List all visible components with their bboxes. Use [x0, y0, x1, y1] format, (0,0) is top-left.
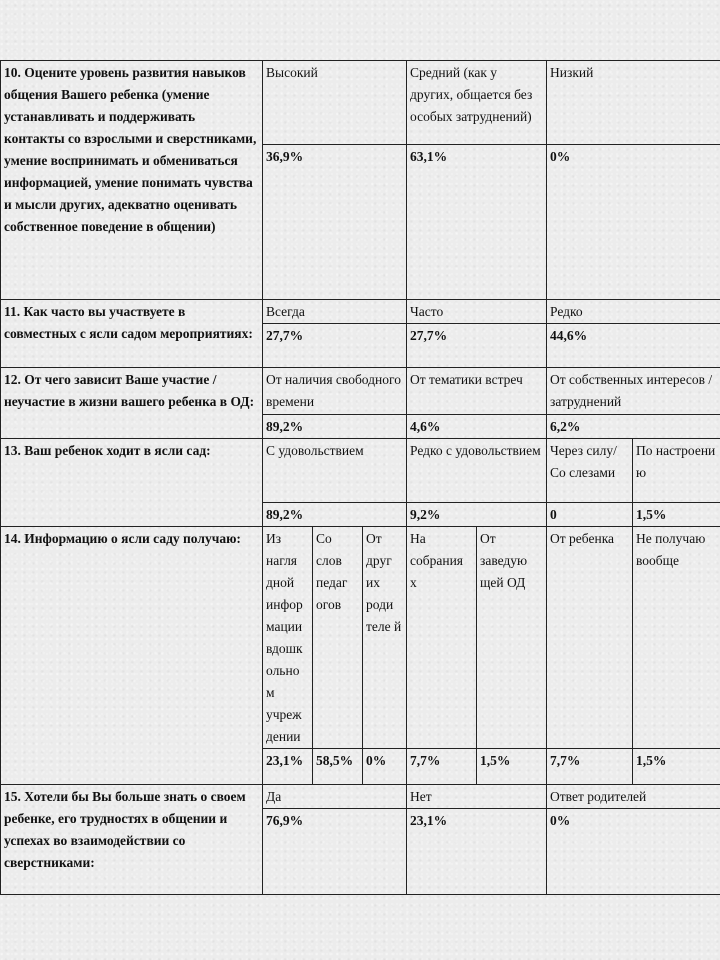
q15-option-1: Да	[263, 785, 407, 809]
q15-question: 15. Хотели бы Вы больше знать о своем ребенке, его трудностях в общении и успехах во взаимодействии со сверстниками:	[1, 785, 263, 895]
q14-option-6: От ребенка	[547, 527, 633, 749]
q11-options-row	[1, 300, 720, 324]
q14-option-2: Со слов педаг огов	[313, 527, 363, 749]
q13-value-3: 0	[547, 503, 633, 527]
q12-option-3: От собственных интересов /затруднений	[547, 368, 720, 415]
q11-value-2: 27,7%	[407, 324, 547, 368]
q13-value-4: 1,5%	[633, 503, 720, 527]
q13-option-3: Через силу/ Со слезами	[547, 439, 633, 503]
q10-option-2: Средний (как у других, общается без особых затруднений)	[407, 61, 547, 145]
q11-value-3: 44,6%	[547, 324, 720, 368]
survey-sheet	[0, 60, 720, 895]
q11-value-1: 27,7%	[263, 324, 407, 368]
q15-value-3: 0%	[547, 809, 720, 895]
q15-option-2: Нет	[407, 785, 547, 809]
q14-value-7: 1,5%	[633, 749, 720, 785]
q13-option-2: Редко с удовольствием	[407, 439, 547, 503]
q14-options-row	[1, 527, 720, 749]
q15-value-2: 23,1%	[407, 809, 547, 895]
q10-option-1: Высокий	[263, 61, 407, 145]
q10-value-3: 0%	[547, 145, 720, 300]
q12-value-1: 89,2%	[263, 415, 407, 439]
q14-option-3: От друг их роди теле й	[363, 527, 407, 749]
q13-question: 13. Ваш ребенок ходит в ясли сад:	[1, 439, 263, 527]
q12-value-3: 6,2%	[547, 415, 720, 439]
q13-option-1: С удовольствием	[263, 439, 407, 503]
q10-option-3: Низкий	[547, 61, 720, 145]
q11-question: 11. Как часто вы участвуете в совместных с ясли садом мероприятиях:	[1, 300, 263, 368]
q12-value-2: 4,6%	[407, 415, 547, 439]
q15-value-1: 76,9%	[263, 809, 407, 895]
q14-value-3: 0%	[363, 749, 407, 785]
q10-value-1: 36,9%	[263, 145, 407, 300]
q12-option-2: От тематики встреч	[407, 368, 547, 415]
q11-option-1: Всегда	[263, 300, 407, 324]
q12-options-row	[1, 368, 720, 415]
q14-value-2: 58,5%	[313, 749, 363, 785]
q14-value-1: 23,1%	[263, 749, 313, 785]
q13-value-2: 9,2%	[407, 503, 547, 527]
q13-options-row	[1, 439, 720, 503]
q14-value-6: 7,7%	[547, 749, 633, 785]
q14-option-1: Из нагля дной инфор мации вдошк ольно м учреж дении	[263, 527, 313, 749]
q14-option-4: На собрания х	[407, 527, 477, 749]
q11-option-2: Часто	[407, 300, 547, 324]
q10-value-2: 63,1%	[407, 145, 547, 300]
q14-value-5: 1,5%	[477, 749, 547, 785]
q14-option-7: Не получаю вообще	[633, 527, 720, 749]
q15-option-3: Ответ родителей	[547, 785, 720, 809]
q10-options-row	[1, 61, 720, 145]
survey-table	[0, 60, 720, 895]
q15-options-row	[1, 785, 720, 809]
q14-question: 14. Информацию о ясли саду получаю:	[1, 527, 263, 785]
q12-option-1: От наличия свободного времени	[263, 368, 407, 415]
q12-question: 12. От чего зависит Ваше участие / неучастие в жизни вашего ребенка в ОД:	[1, 368, 263, 439]
q10-question: 10. Оцените уровень развития навыков общения Вашего ребенка (умение устанавливать и поддерживать контакты со взрослыми и сверстниками, умение воспринимать и обмениваться информацией, умение понимать чувства и мысли других, адекватно оценивать собственное поведение в общении)	[1, 61, 263, 300]
q13-value-1: 89,2%	[263, 503, 407, 527]
q13-option-4: По настроени ю	[633, 439, 720, 503]
q14-option-5: От заведую щей ОД	[477, 527, 547, 749]
q14-value-4: 7,7%	[407, 749, 477, 785]
q11-option-3: Редко	[547, 300, 720, 324]
